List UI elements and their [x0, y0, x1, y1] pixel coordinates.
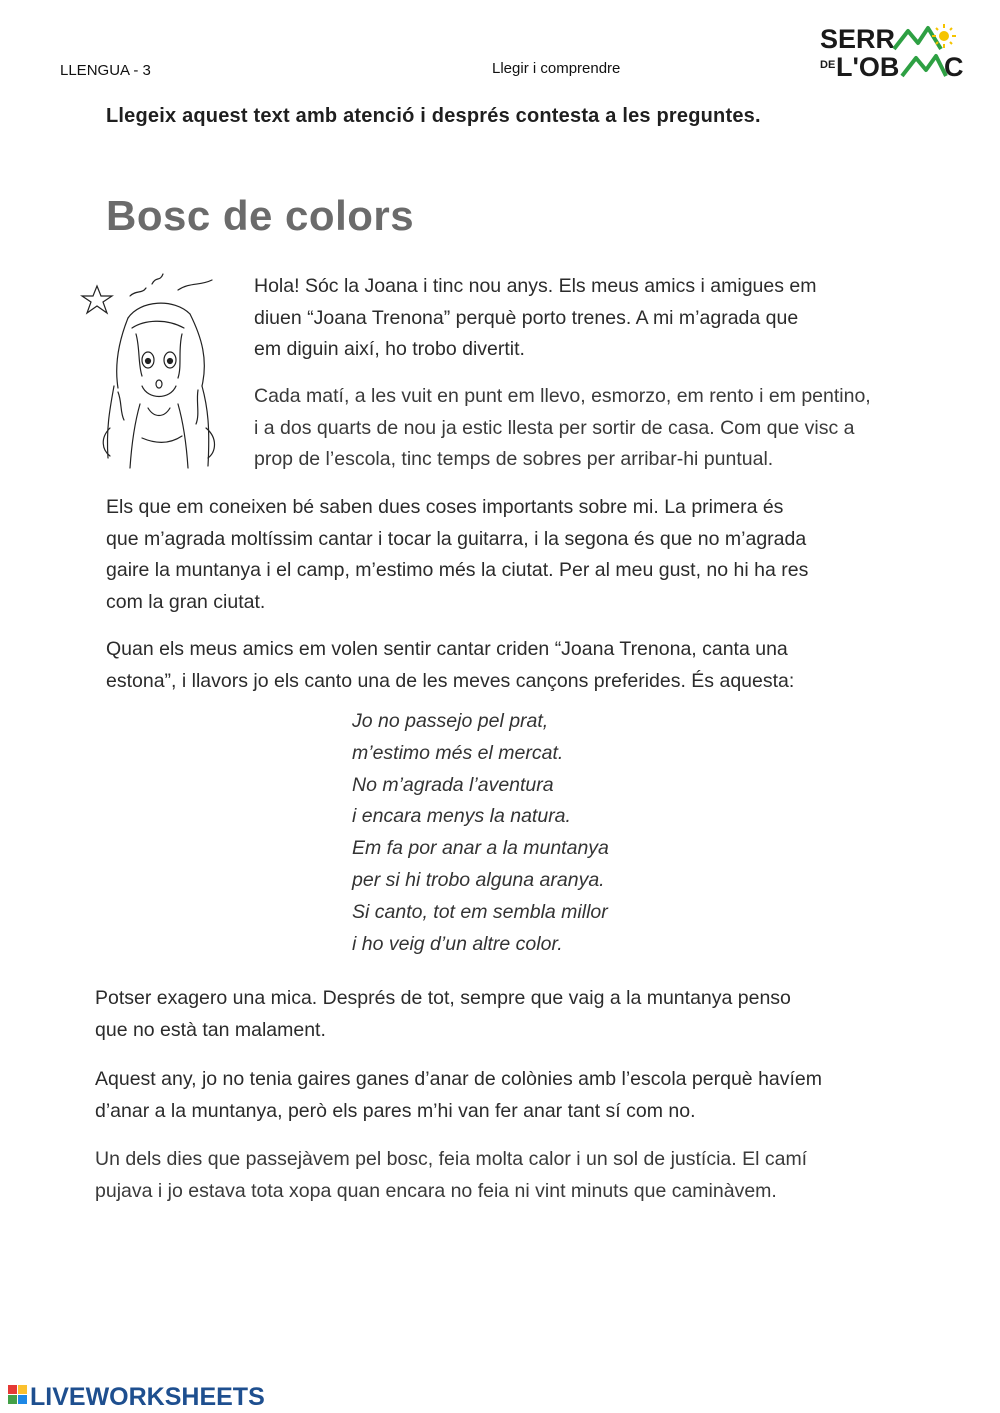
star-icon [82, 286, 112, 313]
subject-label: LLENGUA - 3 [60, 62, 151, 79]
paragraph-likes [106, 492, 926, 618]
paragraph-line: estona”, i llavors jo els canto una de les meves cançons preferides. És aquesta: [106, 669, 795, 692]
paragraph-line: i a dos quarts de nou ja estic llesta per sortir de casa. Com que visc a [254, 416, 855, 439]
section-label: Llegir i comprendre [492, 60, 621, 77]
paragraph-line: Els que em coneixen bé saben dues coses importants sobre mi. La primera és [106, 496, 784, 518]
paragraph-line: prop de l’escola, tinc temps de sobres per arribar-hi puntual. [254, 448, 774, 470]
logo-text-de: DE [820, 59, 836, 71]
school-logo [818, 18, 968, 84]
poem-line: Jo no passejo pel prat, [352, 710, 549, 732]
paragraph-song-intro [106, 634, 926, 697]
liveworksheets-logo [8, 1381, 298, 1411]
paragraph-line: diuen “Joana Trenona” perquè porto trenes. A mi m’agrada que [254, 306, 799, 329]
paragraph-line: Quan els meus amics em volen sentir cantar criden “Joana Trenona, canta una [106, 638, 788, 660]
paragraph-line: Aquest any, jo no tenia gaires ganes d’anar de colònies amb l’escola perquè havíem [95, 1068, 823, 1090]
poem-line: per si hi trobo alguna aranya. [352, 868, 605, 891]
poem-line: i encara menys la natura. [352, 805, 571, 828]
logo-mountain-bottom [902, 56, 946, 76]
paragraph-intro [254, 271, 924, 366]
paragraph-morning [254, 381, 924, 476]
girl-illustration [70, 268, 240, 473]
blocks-icon [8, 1385, 27, 1404]
paragraph-line: Hola! Sóc la Joana i tinc nou anys. Els meus amics i amigues em [254, 275, 817, 297]
paragraph-colonies [95, 1064, 925, 1127]
footer-brand-text: LIVEWORKSHEETS [30, 1383, 265, 1411]
poem-line: m’estimo més el mercat. [352, 741, 564, 764]
poem-line: Si canto, tot em sembla millor [352, 900, 608, 923]
paragraph-line: gaire la muntanya i el camp, m’estimo més la ciutat. Per al meu gust, no hi ha res [106, 559, 809, 581]
sun-icon [932, 24, 956, 48]
logo-text-serr: SERR [820, 24, 896, 54]
paragraph-line: em diguin així, ho trobo divertit. [254, 338, 525, 360]
paragraph-line: pujava i jo estava tota xopa quan encara no feia ni vint minuts que caminàvem. [95, 1179, 777, 1202]
paragraph-forest-walk [95, 1144, 925, 1207]
poem-line: No m’agrada l’aventura [352, 773, 554, 796]
logo-text-c: C [944, 52, 964, 82]
paragraph-exaggerate [95, 983, 925, 1046]
song-poem [352, 706, 609, 960]
logo-text-lob: L'OB [836, 52, 900, 82]
paragraph-line: Cada matí, a les vuit en punt em llevo, esmorzo, em rento i em pentino, [254, 385, 871, 407]
poem-line: i ho veig d’un altre color. [352, 932, 563, 955]
poem-line: Em fa por anar a la muntanya [352, 837, 609, 860]
paragraph-line: Un dels dies que passejàvem pel bosc, feia molta calor i un sol de justícia. El camí [95, 1148, 808, 1170]
paragraph-line: d’anar a la muntanya, però els pares m’hi van fer anar tant sí com no. [95, 1099, 696, 1122]
story-title: Bosc de colors [106, 192, 415, 239]
paragraph-line: que m’agrada moltíssim cantar i tocar la guitarra, i la segona és que no m’agrada [106, 527, 807, 550]
paragraph-line: que no està tan malament. [95, 1018, 326, 1041]
paragraph-line: com la gran ciutat. [106, 590, 266, 613]
paragraph-line: Potser exagero una mica. Després de tot, sempre que vaig a la muntanya penso [95, 987, 791, 1009]
instruction-text: Llegeix aquest text amb atenció i després contesta a les preguntes. [106, 105, 761, 127]
logo-mountain-top [894, 28, 941, 49]
